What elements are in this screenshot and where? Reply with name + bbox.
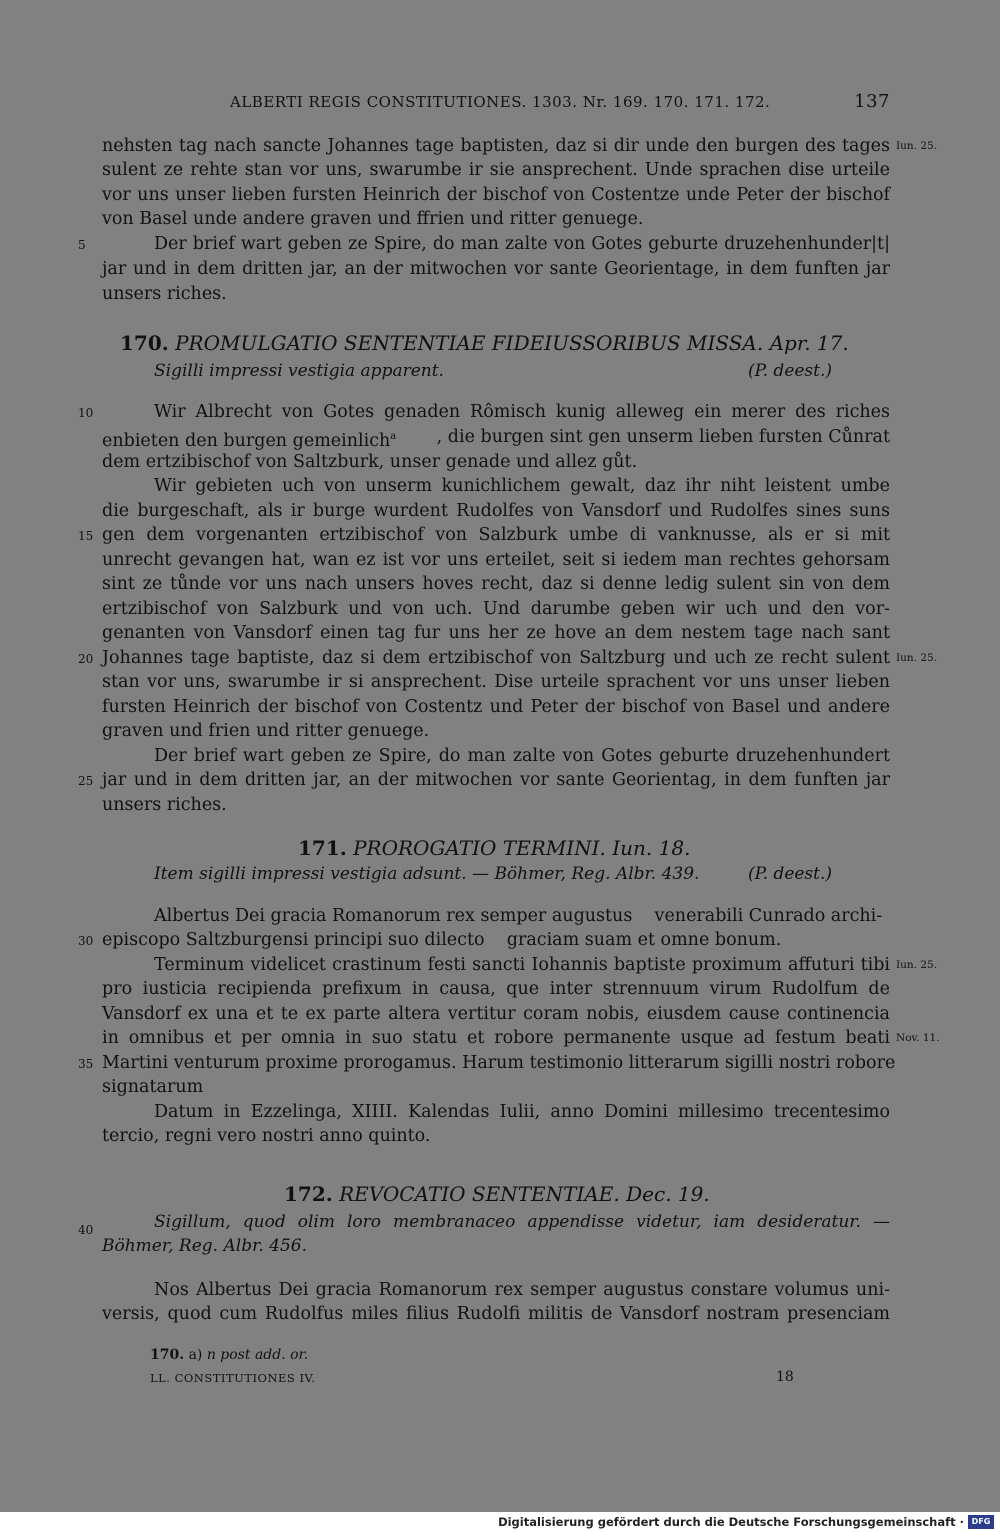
text-segment: enbieten den burgen gemeinlich$^a$: [102, 430, 397, 451]
text-line: Der brief wart geben ze Spire, do man zalte von Gotes geburte druzehenhunder|t|: [154, 234, 890, 254]
text-line: die burgeschaft, als ir burge wurdent Rudolfes von Vansdorf und Rudolfes sines suns: [102, 501, 890, 521]
seal-note: Sigilli impressi vestigia apparent.: [154, 361, 444, 381]
text-line: von Basel unde andere graven und ffrien und ritter genuege.: [102, 209, 644, 229]
text-line: ertzibischof von Salzburk und von uch. Und darumbe geben wir uch und den vor-: [102, 599, 890, 619]
text-line: versis, quod cum Rudolfus miles filius Rudolfi militis de Vansdorf nostram presenciam: [102, 1304, 890, 1324]
line-number: 20: [78, 652, 94, 666]
footnote: [150, 1347, 308, 1363]
line-number: 35: [78, 1057, 94, 1071]
text-line: jar und in dem dritten jar, an der mitwochen vor sante Georientage, in dem funften jar: [102, 259, 890, 279]
text-line: jar und in dem dritten jar, an der mitwochen vor sante Georientag, in dem funften jar: [102, 770, 890, 790]
text-segment: , die burgen sint gen unserm lieben fursten Cůnrat: [436, 427, 890, 447]
document-date: Dec. 19.: [626, 1182, 710, 1206]
text-line: Datum in Ezzelinga, XIIII. Kalendas Iulii, anno Domini millesimo trecentesimo: [154, 1102, 890, 1122]
text-line: pro iusticia recipienda prefixum in causa, que inter strennuum virum Rudolfum de: [102, 979, 890, 999]
text-line: tercio, regni vero nostri anno quinto.: [102, 1126, 431, 1146]
margin-date: Iun. 25.: [896, 140, 938, 152]
line-number: 30: [78, 934, 94, 948]
line-number: 40: [78, 1223, 94, 1237]
footnote-ref: 170.: [150, 1347, 185, 1363]
running-title: ALBERTI REGIS CONSTITUTIONES. 1303. Nr. 169. 170. 171. 172.: [230, 93, 771, 111]
text-line: fursten Heinrich der bischof von Costentz und Peter der bischof von Basel und andere: [102, 697, 890, 717]
line-number: 10: [78, 406, 94, 420]
text-line: episcopo Saltzburgensi principi suo dilecto graciam suam et omne bonum.: [102, 930, 782, 950]
text-line: unrecht gevangen hat, wan ez ist vor uns erteilet, seit si iedem man rechtes gehorsam: [102, 550, 890, 570]
text-line: Wir Albrecht von Gotes genaden Rômisch kunig alleweg ein merer des riches: [154, 402, 890, 422]
margin-date: Iun. 25.: [896, 652, 938, 664]
running-header: [230, 93, 890, 111]
text-line: Terminum videlicet crastinum festi sancti Iohannis baptiste proximum affuturi tibi: [154, 955, 890, 975]
footnote-mark: a): [188, 1347, 203, 1363]
text-line: graven und frien und ritter genuege.: [102, 721, 430, 741]
text-line: Johannes tage baptiste, daz si dem ertzibischof von Saltzburg und uch ze recht sulent: [102, 648, 890, 668]
footnote-text: n post add. or.: [206, 1347, 309, 1363]
line-number: 15: [78, 529, 94, 543]
document-date: Iun. 18.: [612, 836, 691, 860]
text-line: Vansdorf ex una et te ex parte altera vertitur coram nobis, eiusdem cause continencia: [102, 1004, 890, 1024]
document-heading: [120, 331, 849, 355]
text-line: stan vor uns, swarumbe ir si ansprechent. Dise urteile sprachent vor uns unser lieben: [102, 672, 890, 692]
document-title: REVOCATIO SENTENTIAE.: [339, 1182, 620, 1206]
document-number: 171.: [298, 836, 347, 860]
footnote-mark: a: [390, 431, 397, 442]
document-date: Apr. 17.: [769, 331, 849, 355]
text-line: unsers riches.: [102, 795, 227, 815]
text-line: in omnibus et per omnia in suo statu et robore permanente usque ad festum beati: [102, 1028, 890, 1048]
document-heading: [284, 1182, 710, 1206]
text-line: Albertus Dei gracia Romanorum rex semper augustus venerabili Cunrado archi-: [154, 906, 883, 926]
line-number: 25: [78, 774, 94, 788]
text-line: sulent ze rehte stan vor uns, swarumbe ir sie ansprechent. Unde sprachen dise urteile: [102, 160, 890, 180]
document-number: 172.: [284, 1182, 333, 1206]
text-line: nehsten tag nach sancte Johannes tage baptisten, daz si dir unde den burgen des tages: [102, 136, 890, 156]
text-line: genanten von Vansdorf einen tag fur uns her ze hove an dem nestem tage nach sant: [102, 623, 890, 643]
source-note: (P. deest.): [748, 864, 833, 884]
text-line: Martini venturum proxime prorogamus. Harum testimonio litterarum sigilli nostri robore: [102, 1053, 896, 1073]
text-line: vor uns unser lieben fursten Heinrich der bischof von Costentze unde Peter der bischof: [102, 185, 890, 205]
document-title: PROROGATIO TERMINI.: [353, 836, 606, 860]
document-title: PROMULGATIO SENTENTIAE FIDEIUSSORIBUS MISSA.: [175, 331, 764, 355]
text-line: Der brief wart geben ze Spire, do man zalte von Gotes geburte druzehenhundert: [154, 746, 890, 766]
funding-text: Digitalisierung gefördert durch die Deutsche Forschungsgemeinschaft ·: [498, 1515, 964, 1529]
seal-note: Item sigilli impressi vestigia adsunt. — Böhmer, Reg. Albr. 439.: [154, 864, 700, 884]
text-line: gen dem vorgenanten ertzibischof von Salzburk umbe di vanknusse, als er si mit: [102, 525, 890, 545]
signature-number: 18: [776, 1369, 794, 1385]
text-line: [102, 425, 890, 453]
source-note: (P. deest.): [748, 361, 833, 381]
text-line: Wir gebieten uch von unserm kunichlichem gewalt, daz ihr niht leistent umbe: [154, 476, 890, 496]
text-line: unsers riches.: [102, 284, 227, 304]
seal-note: Sigillum, quod olim loro membranaceo appendisse videtur, iam desideratur. —: [154, 1212, 890, 1232]
line-number: 5: [78, 238, 86, 252]
collection-label: LL. CONSTITUTIONES IV.: [150, 1371, 316, 1385]
funding-bar: [0, 1512, 1000, 1532]
dfg-logo: DFG: [968, 1515, 994, 1529]
text-line: dem ertzibischof von Saltzburk, unser genade und allez gůt.: [102, 452, 638, 472]
text-line: signatarum: [102, 1077, 204, 1097]
text-line: Nos Albertus Dei gracia Romanorum rex semper augustus constare volumus uni-: [154, 1280, 890, 1300]
document-number: 170.: [120, 331, 169, 355]
text-line: sint ze tůnde vor uns nach unsers hoves recht, daz si denne ledig sulent sin von dem: [102, 574, 890, 594]
source-note: Böhmer, Reg. Albr. 456.: [102, 1236, 307, 1256]
margin-date: Iun. 25.: [896, 959, 938, 971]
margin-date: Nov. 11.: [896, 1032, 940, 1044]
page-number: 137: [854, 91, 890, 112]
document-heading: [298, 836, 690, 860]
